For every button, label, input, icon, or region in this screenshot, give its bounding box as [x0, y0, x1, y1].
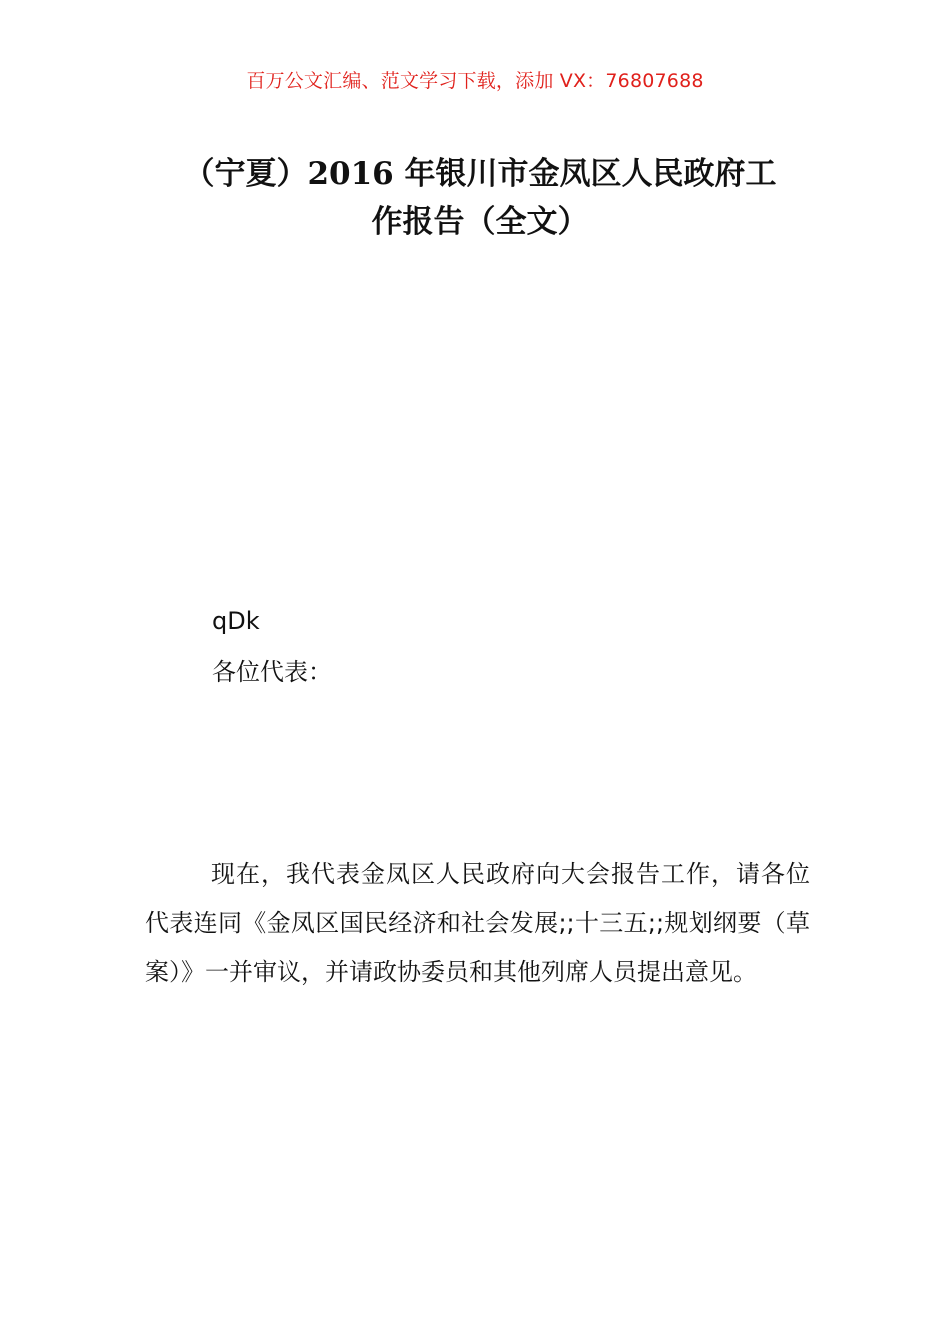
document-title-line-1: （宁夏）2016 年银川市金凤区人民政府工	[183, 156, 777, 192]
stray-marker-text: qDk	[212, 607, 260, 635]
body-paragraph: 现在，我代表金凤区人民政府向大会报告工作，请各位代表连同《金凤区国民经济和社会发展;;十三五;;规划纲要（草案）》一并审议，并请政协委员和其他列席人员提出意见。	[145, 860, 810, 986]
document-title-line-2: 作报告（全文）	[371, 204, 589, 240]
document-title	[140, 150, 820, 246]
header-banner: 百万公文汇编、范文学习下载，添加 VX：76807688	[246, 70, 704, 92]
salutation: 各位代表：	[212, 658, 332, 686]
